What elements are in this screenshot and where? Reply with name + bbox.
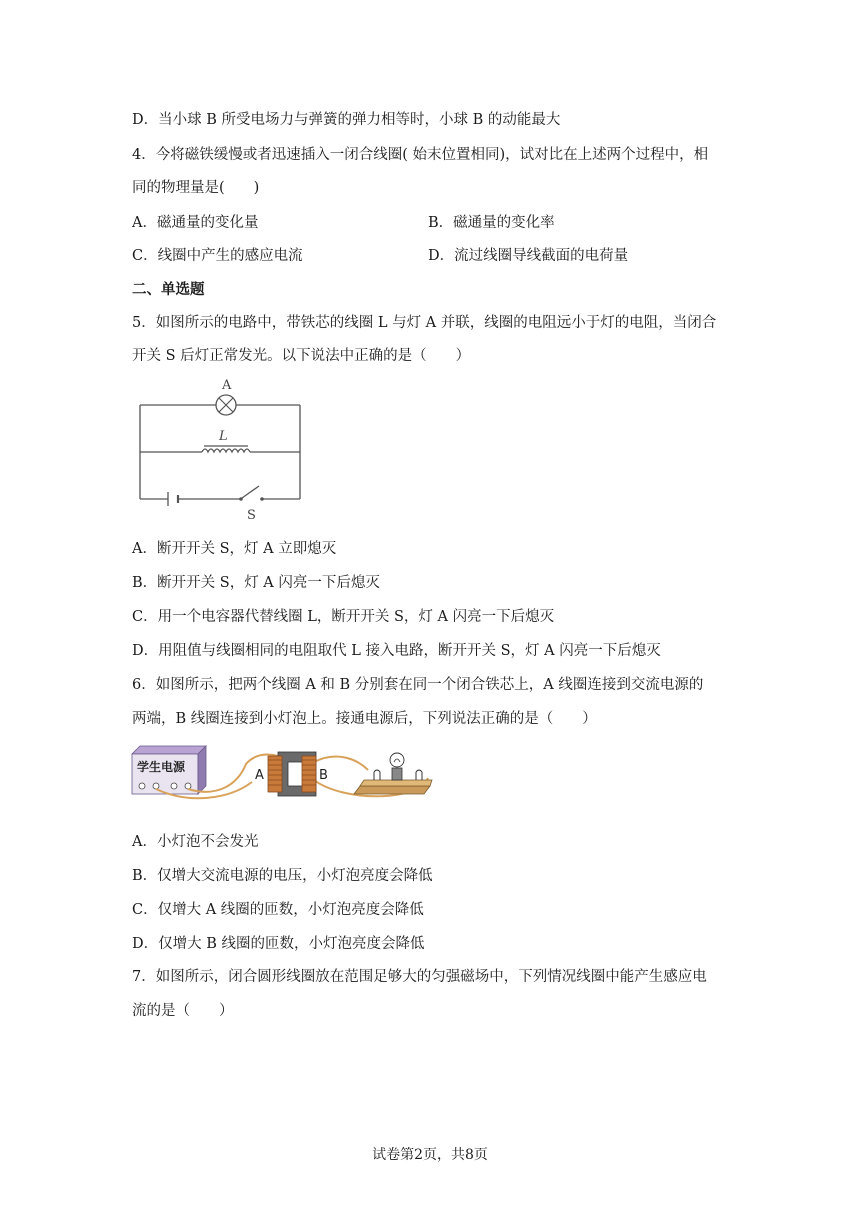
q4-stem-line1: 4．今将磁铁缓慢或者迅速插入一闭合线圈( 始末位置相同)，试对比在上述两个过程中，相	[132, 147, 709, 163]
q4-stem-line2: 同的物理量是( )	[132, 180, 260, 196]
q4-option-c: C．线圈中产生的感应电流	[132, 248, 303, 264]
switch-label: S	[247, 508, 256, 522]
q5-circuit-figure	[128, 372, 318, 522]
q6-option-d: D．仅增大 B 线圈的匝数，小灯泡亮度会降低	[132, 936, 425, 952]
q5-option-c: C．用一个电容器代替线圈 L，断开开关 S，灯 A 闪亮一下后熄灭	[132, 609, 555, 625]
battery-icon	[168, 492, 178, 506]
coil-b-label: B	[319, 768, 328, 783]
q4-option-b: B．磁通量的变化率	[428, 215, 555, 231]
coil-label: L	[219, 429, 228, 444]
coil-b-icon	[302, 756, 316, 792]
coil-icon	[202, 446, 250, 452]
q7-stem-line1: 7．如图所示，闭合圆形线圈放在范围足够大的匀强磁场中，下列情况线圈中能产生感应电	[132, 969, 707, 985]
q6-stem-line1: 6．如图所示，把两个线圈 A 和 B 分别套在同一个闭合铁芯上，A 线圈连接到交流电源的	[132, 677, 704, 693]
q5-option-a: A．断开开关 S，灯 A 立即熄灭	[132, 541, 337, 557]
lamp-label: A	[222, 378, 232, 393]
q4-option-d: D．流过线圈导线截面的电荷量	[428, 248, 629, 264]
q6-option-c: C．仅增大 A 线圈的匝数，小灯泡亮度会降低	[132, 902, 424, 918]
light-bulb-icon	[390, 753, 404, 780]
q5-option-b: B．断开开关 S，灯 A 闪亮一下后熄灭	[132, 575, 380, 591]
q5-option-d: D．用阻值与线圈相同的电阻取代 L 接入电路，断开开关 S，灯 A 闪亮一下后熄灭	[132, 643, 661, 659]
q6-stem-line2: 两端，B 线圈连接到小灯泡上。接通电源后，下列说法正确的是（ ）	[132, 711, 597, 727]
q4-option-a: A．磁通量的变化量	[132, 215, 259, 231]
coil-a-label: A	[255, 768, 264, 783]
power-supply-label: 学生电源	[137, 760, 186, 774]
page-footer: 试卷第2页，共8页	[372, 1147, 488, 1163]
q6-option-a: A．小灯泡不会发光	[132, 834, 259, 850]
q6-transformer-figure	[128, 742, 438, 804]
section-heading-single-choice: 二、单选题	[132, 281, 205, 298]
q3-option-d: D．当小球 B 所受电场力与弹簧的弹力相等时，小球 B 的动能最大	[132, 112, 561, 128]
coil-a-icon	[268, 756, 282, 792]
q7-stem-line2: 流的是（ ）	[132, 1003, 234, 1019]
lamp-icon	[216, 395, 236, 415]
q5-stem-line1: 5．如图所示的电路中，带铁芯的线圈 L 与灯 A 并联，线圈的电阻远小于灯的电阻，当闭合	[132, 315, 717, 331]
q6-option-b: B．仅增大交流电源的电压，小灯泡亮度会降低	[132, 868, 433, 884]
switch-icon	[239, 486, 264, 501]
q5-stem-line2: 开关 S 后灯正常发光。以下说法中正确的是（ ）	[132, 348, 471, 364]
